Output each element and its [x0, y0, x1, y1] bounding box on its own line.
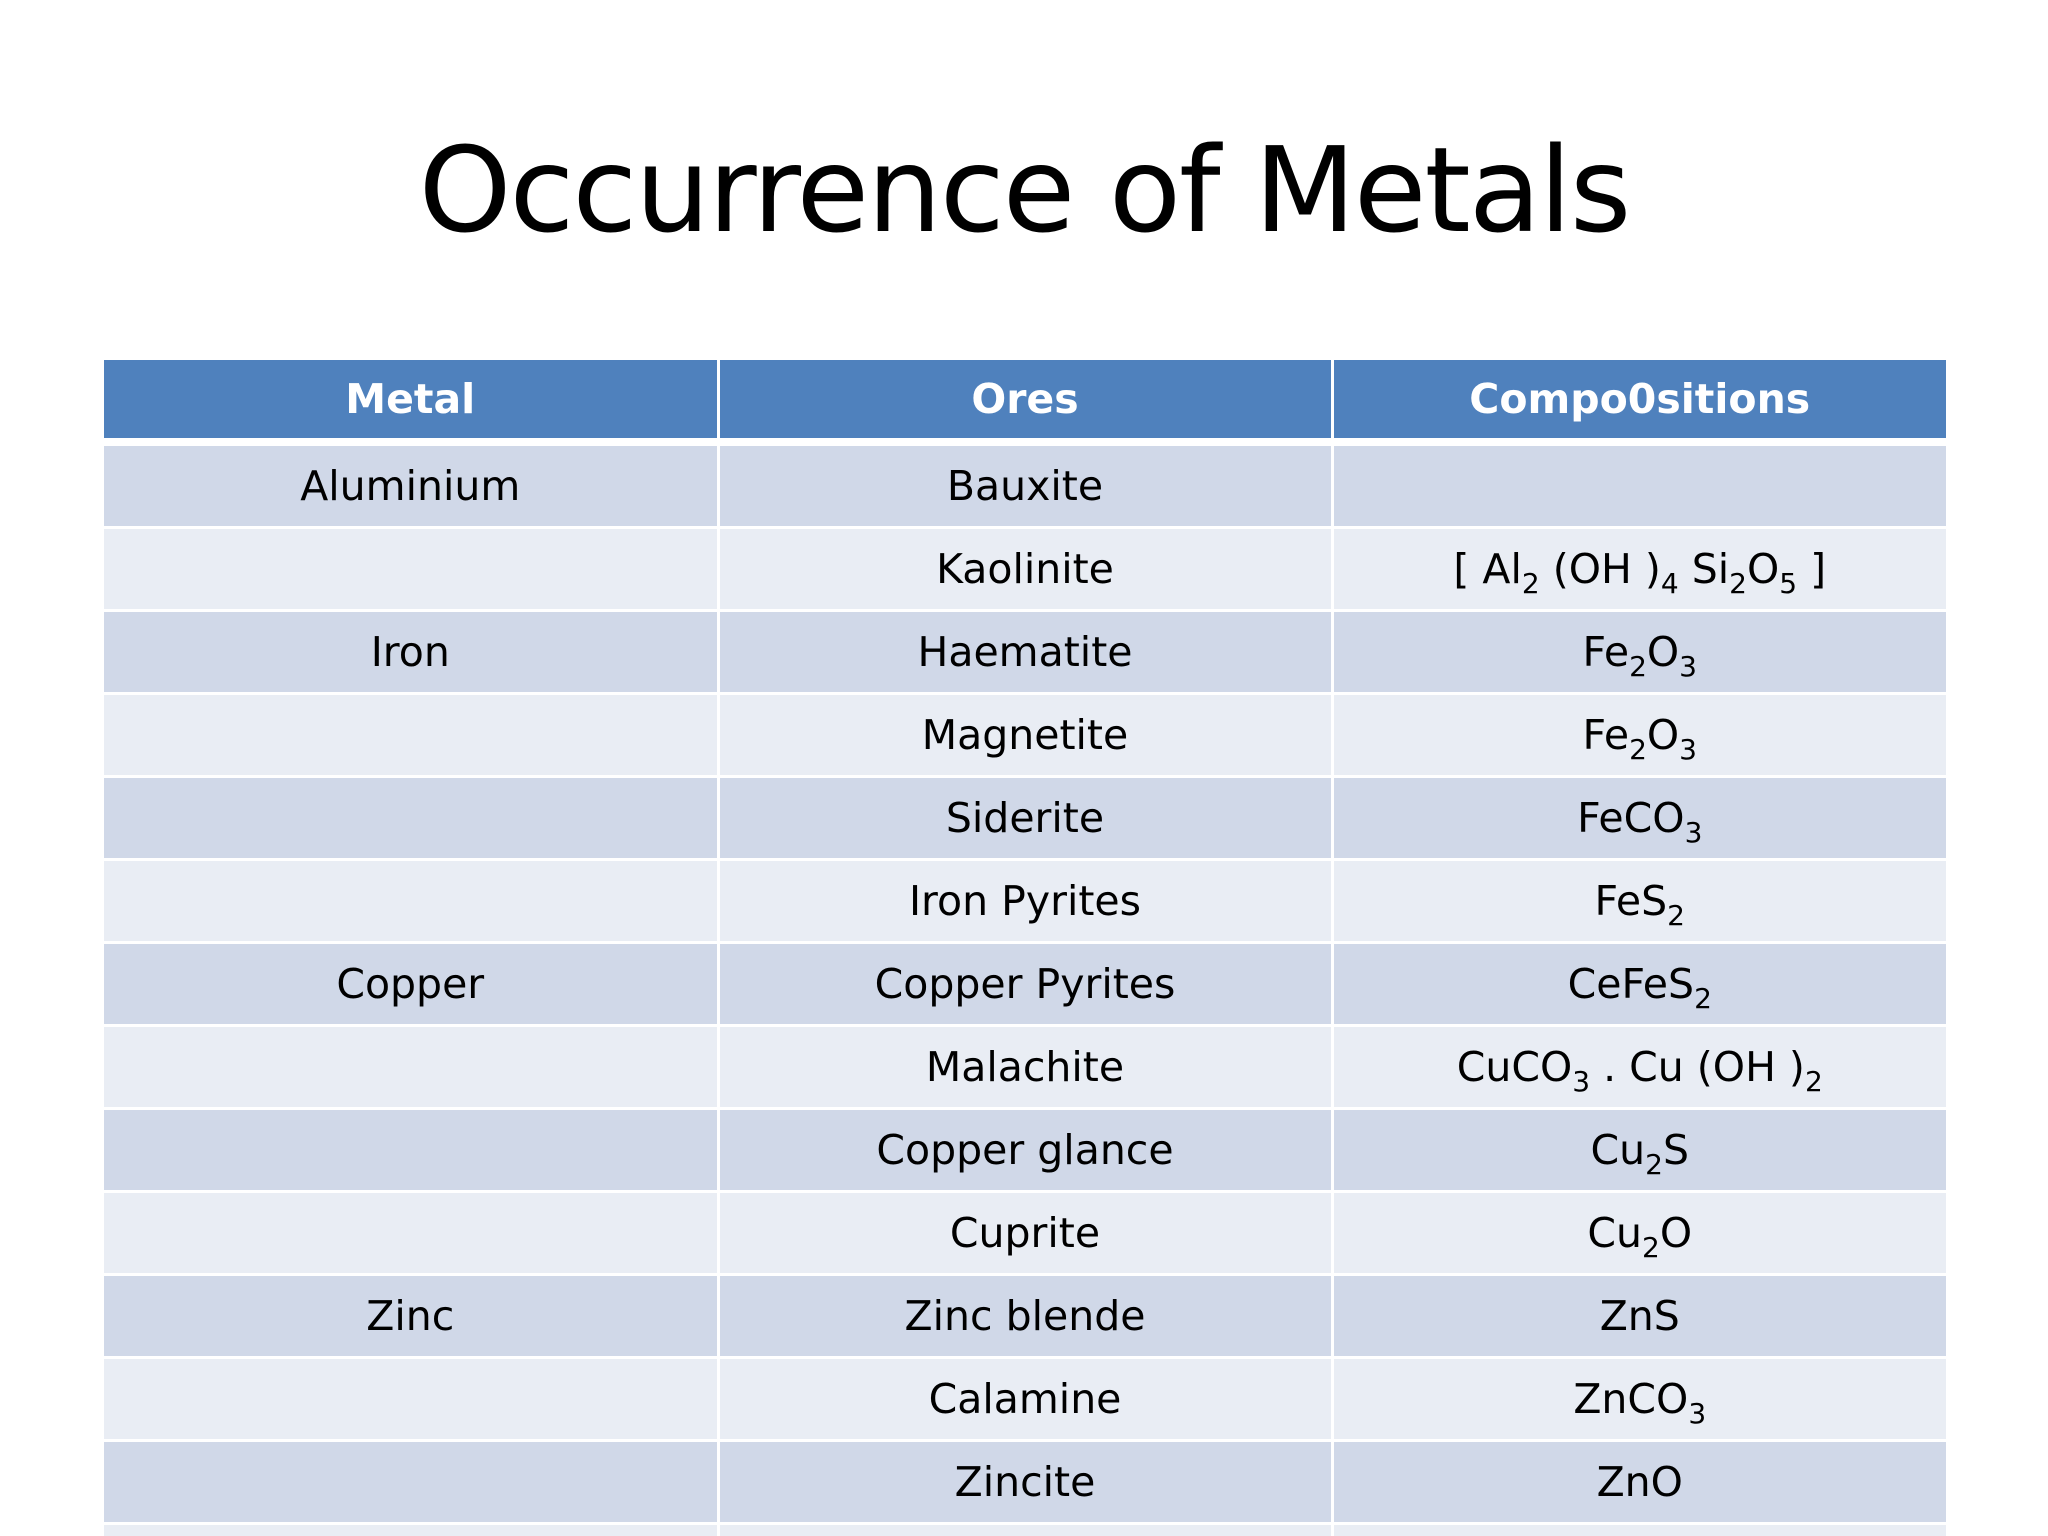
formula-text: [ Al: [1453, 545, 1522, 593]
formula-text: FeS: [1594, 877, 1668, 925]
metal-cell: Aluminium: [104, 442, 718, 528]
table-row: [104, 611, 1946, 694]
composition-cell: [1332, 1026, 1946, 1109]
composition-cell: [1332, 1358, 1946, 1441]
composition-cell: [1332, 1275, 1946, 1358]
formula-text: O: [1646, 628, 1680, 676]
formula-subscript: 3: [1572, 1065, 1591, 1098]
formula-subscript: 3: [1679, 650, 1697, 683]
formula-text: ZnCO: [1573, 1375, 1689, 1423]
metal-cell: [104, 1026, 718, 1109]
table-row: [104, 1026, 1946, 1109]
formula-subscript: 2: [1694, 982, 1712, 1015]
metal-cell: Copper: [104, 943, 718, 1026]
ore-cell: Copper Pyrites: [718, 943, 1332, 1026]
formula-subscript: 2: [1804, 1065, 1823, 1098]
table-row: [104, 528, 1946, 611]
ores-table-container: [104, 360, 1946, 1536]
ore-cell: Cuprite: [718, 1192, 1332, 1275]
formula-text: Fe: [1582, 628, 1630, 676]
composition-cell: [1332, 777, 1946, 860]
formula-text: O: [1646, 711, 1680, 759]
metal-cell: [104, 528, 718, 611]
formula-text: ]: [1797, 545, 1827, 593]
table-row: [104, 1358, 1946, 1441]
table-row: [104, 694, 1946, 777]
formula-subscript: 2: [1729, 567, 1747, 600]
formula-subscript: 2: [1521, 567, 1540, 600]
formula-text: ZnO: [1596, 1458, 1683, 1506]
composition-cell: [1332, 860, 1946, 943]
composition-cell: [1332, 1109, 1946, 1192]
table-row: [104, 1524, 1946, 1536]
composition-cell: [1332, 1441, 1946, 1524]
composition-cell: [1332, 1524, 1946, 1536]
ore-cell: Siderite: [718, 777, 1332, 860]
header-row: [104, 360, 1946, 442]
table-row: [104, 1441, 1946, 1524]
composition-cell: [1332, 528, 1946, 611]
formula-text: . Cu (OH ): [1590, 1043, 1805, 1091]
table-body: [104, 442, 1946, 1536]
formula-text: O: [1659, 1209, 1693, 1257]
ore-cell: Malachite: [718, 1026, 1332, 1109]
formula-subscript: 3: [1679, 733, 1697, 766]
metal-cell: [104, 1109, 718, 1192]
metal-cell: [104, 1358, 718, 1441]
formula-text: CeFeS: [1567, 960, 1695, 1008]
ore-cell: Bauxite: [718, 442, 1332, 528]
composition-cell: [1332, 611, 1946, 694]
metal-cell: [104, 1524, 718, 1536]
ores-table: [104, 360, 1946, 1536]
formula-text: Fe: [1582, 711, 1630, 759]
ore-cell: Copper glance: [718, 1109, 1332, 1192]
metal-cell: [104, 860, 718, 943]
ore-cell: Zincite: [718, 1441, 1332, 1524]
metal-cell: [104, 1192, 718, 1275]
composition-cell: [1332, 1192, 1946, 1275]
formula-subscript: 2: [1629, 650, 1647, 683]
ore-cell: Magnetite: [718, 694, 1332, 777]
table-header: [104, 360, 1946, 442]
metal-cell: [104, 777, 718, 860]
formula-text: FeCO: [1577, 794, 1685, 842]
formula-subscript: 3: [1684, 816, 1703, 849]
formula-subscript: 4: [1660, 567, 1679, 600]
formula-text: O: [1746, 545, 1780, 593]
composition-cell: [1332, 694, 1946, 777]
formula-text: (OH ): [1539, 545, 1661, 593]
table-row: [104, 442, 1946, 528]
formula-text: CuCO: [1456, 1043, 1573, 1091]
formula-subscript: 5: [1779, 567, 1798, 600]
table-row: [104, 1192, 1946, 1275]
ore-cell: Iron Pyrites: [718, 860, 1332, 943]
table-row: [104, 1275, 1946, 1358]
composition-cell: [1332, 943, 1946, 1026]
formula-subscript: 2: [1667, 899, 1685, 932]
table-row: [104, 943, 1946, 1026]
table-row: [104, 860, 1946, 943]
composition-cell: [1332, 442, 1946, 528]
metal-cell: [104, 1441, 718, 1524]
ore-cell: Kaolinite: [718, 528, 1332, 611]
metal-cell: [104, 694, 718, 777]
ore-cell: Zinc blende: [718, 1275, 1332, 1358]
formula-subscript: 2: [1629, 733, 1647, 766]
table-row: [104, 777, 1946, 860]
ore-cell: Calamine: [718, 1358, 1332, 1441]
ore-cell: [718, 1524, 1332, 1536]
slide-title: Occurrence of Metals: [418, 121, 1630, 259]
formula-subscript: 2: [1645, 1148, 1663, 1181]
formula-text: Si: [1678, 545, 1730, 593]
table-row: [104, 1109, 1946, 1192]
header-metal: Metal: [104, 360, 718, 442]
header-ores: Ores: [718, 360, 1332, 442]
formula-subscript: 2: [1642, 1231, 1660, 1264]
metal-cell: Zinc: [104, 1275, 718, 1358]
formula-text: S: [1662, 1126, 1689, 1174]
formula-subscript: 3: [1688, 1397, 1707, 1430]
formula-text: Cu: [1590, 1126, 1646, 1174]
formula-text: Cu: [1587, 1209, 1642, 1257]
formula-text: ZnS: [1599, 1292, 1680, 1340]
header-compositions: Compo0sitions: [1332, 360, 1946, 442]
ore-cell: Haematite: [718, 611, 1332, 694]
metal-cell: Iron: [104, 611, 718, 694]
